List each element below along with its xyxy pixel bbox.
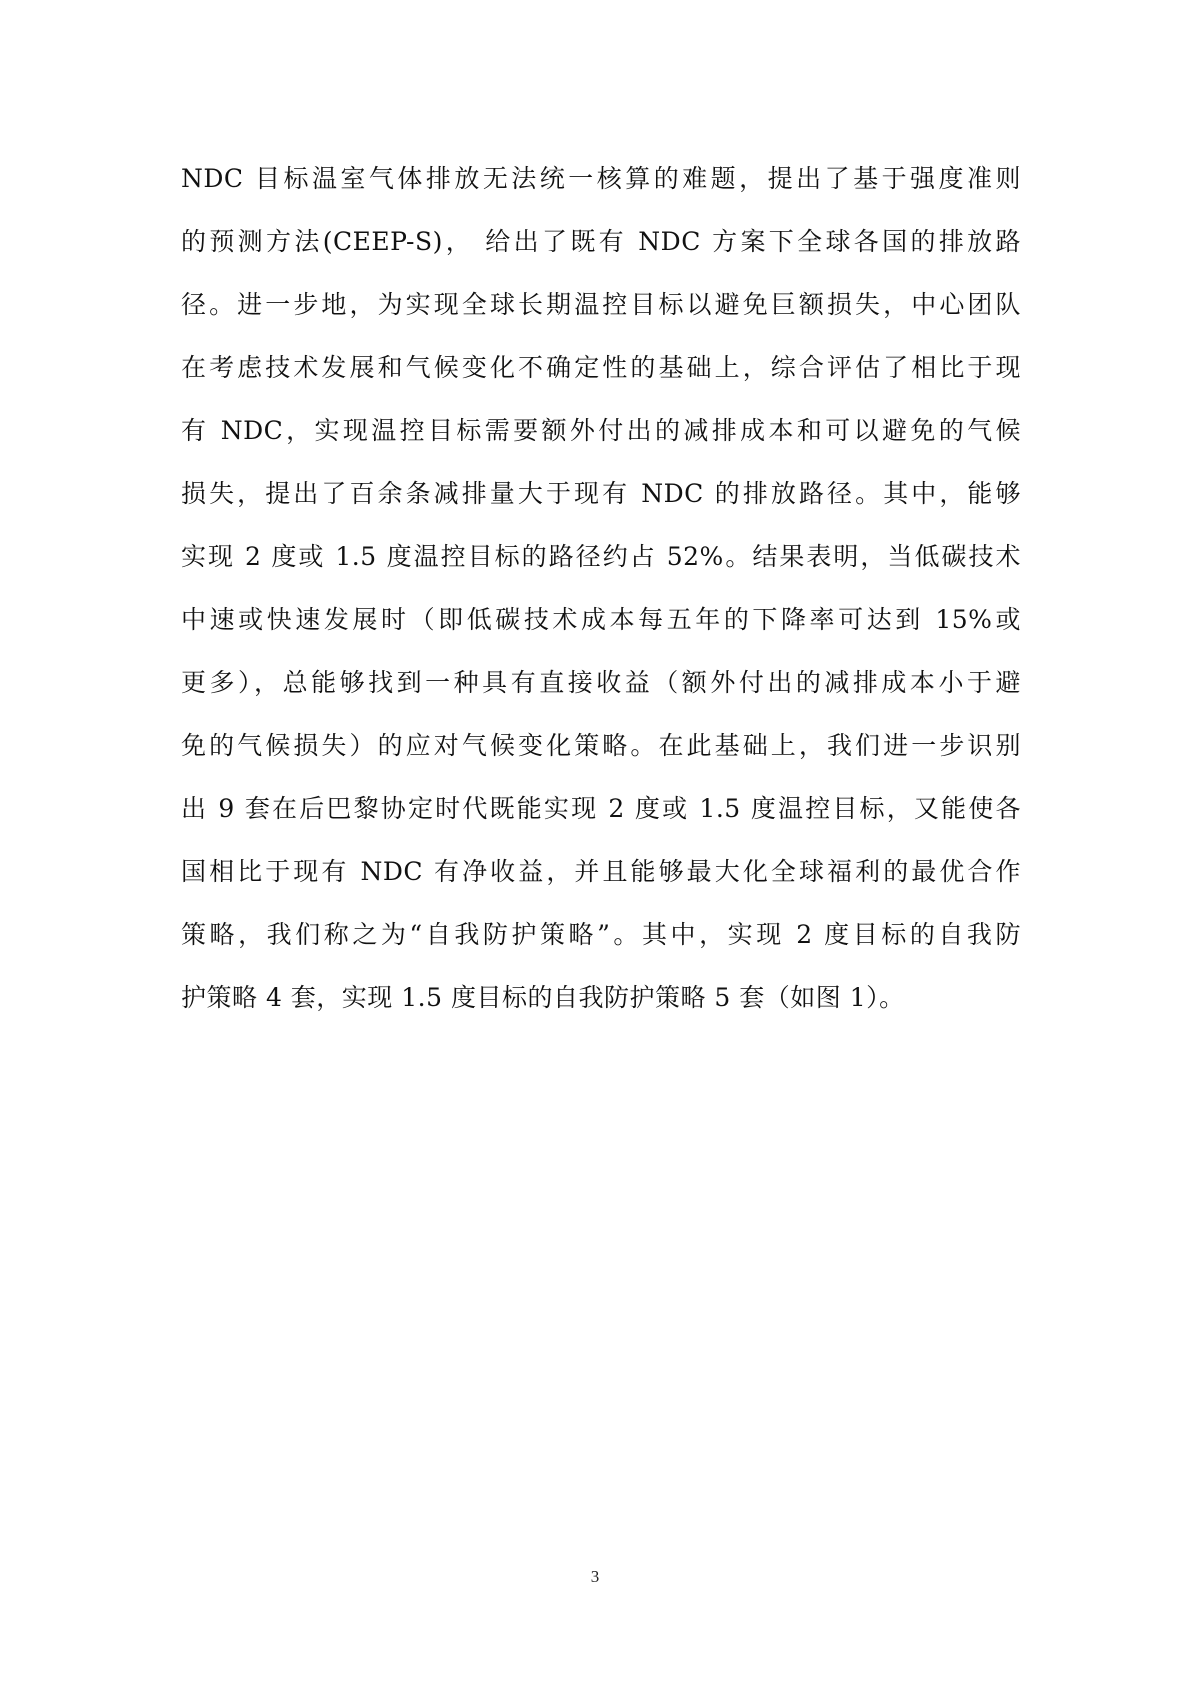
paragraph-line: 免的气候损失）的应对气候变化策略。在此基础上，我们进一步识别 (181, 731, 1021, 760)
body-paragraph (181, 147, 1021, 1029)
paragraph-line: 径。进一步地，为实现全球长期温控目标以避免巨额损失，中心团队 (181, 290, 1021, 319)
paragraph-line: 损失，提出了百余条减排量大于现有 NDC 的排放路径。其中，能够 (181, 479, 1021, 508)
paragraph-line: 国相比于现有 NDC 有净收益，并且能够最大化全球福利的最优合作 (181, 857, 1021, 886)
paragraph-line: 护策略 4 套，实现 1.5 度目标的自我防护策略 5 套（如图 1）。 (181, 983, 905, 1012)
paragraph-line: 中速或快速发展时（即低碳技术成本每五年的下降率可达到 15%或 (181, 605, 1021, 634)
paragraph-line: NDC 目标温室气体排放无法统一核算的难题，提出了基于强度准则 (181, 164, 1021, 193)
paragraph-line: 在考虑技术发展和气候变化不确定性的基础上，综合评估了相比于现 (181, 353, 1021, 382)
paragraph-line: 更多），总能够找到一种具有直接收益（额外付出的减排成本小于避 (181, 668, 1021, 697)
page-number: 3 (590, 1567, 600, 1586)
paragraph-line: 有 NDC，实现温控目标需要额外付出的减排成本和可以避免的气候 (181, 416, 1021, 445)
paragraph-line: 策略，我们称之为“自我防护策略”。其中，实现 2 度目标的自我防 (181, 920, 1021, 949)
paragraph-line: 的预测方法(CEEP-S)， 给出了既有 NDC 方案下全球各国的排放路 (181, 227, 1021, 256)
paragraph-line: 出 9 套在后巴黎协定时代既能实现 2 度或 1.5 度温控目标，又能使各 (181, 794, 1021, 823)
paragraph-line: 实现 2 度或 1.5 度温控目标的路径约占 52%。结果表明，当低碳技术 (181, 542, 1021, 571)
